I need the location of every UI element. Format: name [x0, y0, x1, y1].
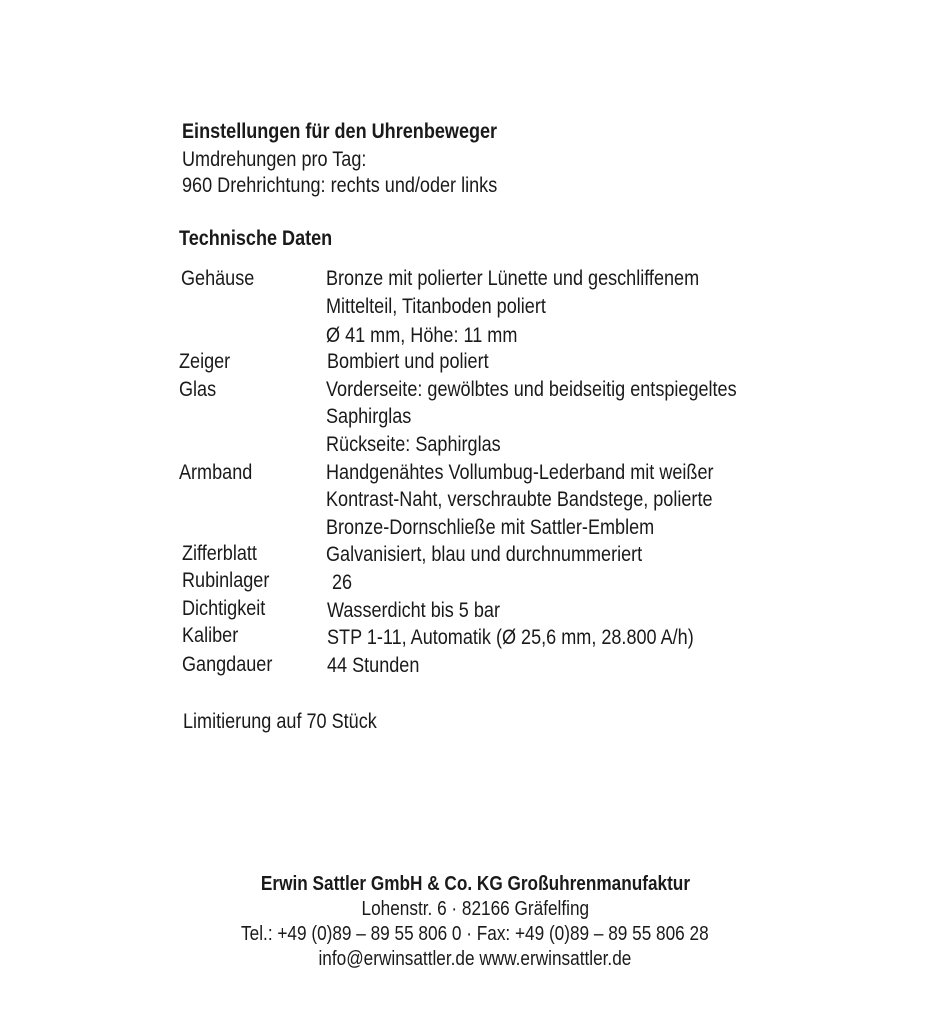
settings-line-1: Umdrehungen pro Tag: — [182, 148, 367, 171]
row-value-hands: Bombiert und poliert — [327, 350, 489, 373]
row-value-water-resistance: Wasserdicht bis 5 bar — [327, 599, 500, 622]
row-value-case-2: Mittelteil, Titanboden poliert — [326, 295, 546, 318]
footer-phone: Tel.: +49 (0)89 – 89 55 806 0 · Fax: +49 (0)89 – 89 55 806 28 — [241, 923, 709, 945]
row-value-strap-1: Handgenähtes Vollumbug-Lederband mit weißer — [326, 461, 714, 484]
row-label-hands: Zeiger — [179, 350, 231, 373]
row-value-glass-1: Vorderseite: gewölbtes und beidseitig entspiegeltes — [326, 378, 737, 401]
tech-heading: Technische Daten — [179, 227, 333, 250]
footer-address: Lohenstr. 6 · 82166 Gräfelfing — [361, 898, 589, 920]
row-value-jewels: 26 — [327, 571, 353, 594]
row-value-power-reserve: 44 Stunden — [327, 654, 420, 677]
settings-heading: Einstellungen für den Uhrenbeweger — [182, 120, 498, 143]
row-label-strap: Armband — [179, 461, 253, 484]
row-label-calibre: Kaliber — [182, 624, 239, 647]
row-label-dial: Zifferblatt — [182, 542, 257, 565]
row-value-glass-3: Rückseite: Saphirglas — [326, 433, 501, 456]
row-value-strap-3: Bronze-Dornschließe mit Sattler-Emblem — [326, 516, 655, 539]
limitation-note: Limitierung auf 70 Stück — [183, 710, 377, 733]
footer-company: Erwin Sattler GmbH & Co. KG Großuhrenmanufaktur — [260, 873, 690, 895]
row-value-calibre: STP 1-11, Automatik (Ø 25,6 mm, 28.800 A/h) — [327, 626, 694, 649]
row-label-jewels: Rubinlager — [182, 569, 270, 592]
row-value-glass-2: Saphirglas — [326, 405, 412, 428]
row-label-glass: Glas — [179, 378, 217, 401]
row-label-power-reserve: Gangdauer — [182, 653, 273, 676]
row-value-case-3: Ø 41 mm, Höhe: 11 mm — [326, 324, 518, 347]
footer-web: info@erwinsattler.de www.erwinsattler.de — [318, 948, 632, 970]
row-value-case-1: Bronze mit polierter Lünette und geschliffenem — [326, 267, 700, 290]
row-label-case: Gehäuse — [181, 267, 255, 290]
row-value-strap-2: Kontrast-Naht, verschraubte Bandstege, polierte — [326, 488, 713, 511]
row-label-water-resistance: Dichtigkeit — [182, 597, 266, 620]
settings-line-2: 960 Drehrichtung: rechts und/oder links — [182, 174, 498, 197]
row-value-dial: Galvanisiert, blau und durchnummeriert — [326, 543, 643, 566]
